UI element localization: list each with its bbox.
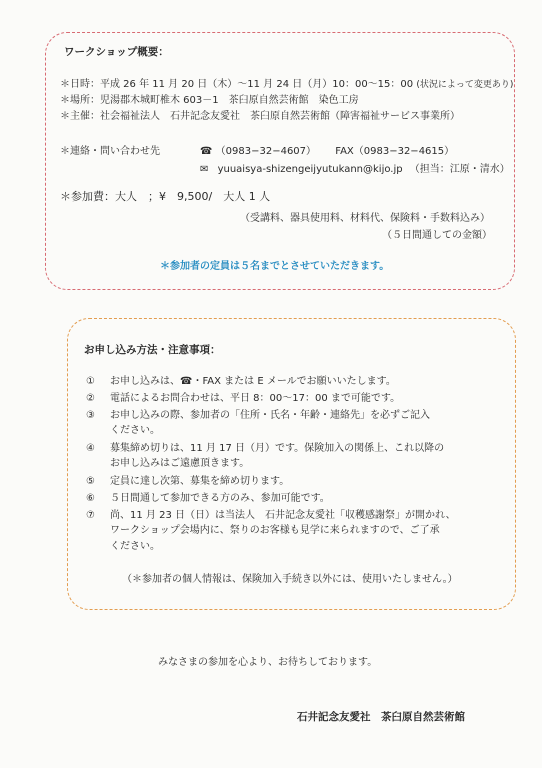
item-number: ⑥ <box>86 493 95 504</box>
fee-includes: （受講料、器具使用料、材料代、保険料・手数料込み） <box>240 213 490 224</box>
item-number: ② <box>86 393 95 404</box>
application-item-line: ５日間通して参加できる方のみ、参加可能です。 <box>110 493 330 504</box>
date-note: (状況によって変更あり) <box>416 80 514 90</box>
signature: 石井記念友愛社 茶臼原自然芸術館 <box>297 711 465 723</box>
application-item-line: 電話によるお問合わせは、平日 8：00〜17：00 まで可能です。 <box>110 393 401 404</box>
fee-days: （５日間通しての金額） <box>382 230 492 241</box>
capacity-note: ＊参加者の定員は５名までとさせていただきます。 <box>160 261 390 272</box>
phone-number: （0983−32−4607） <box>215 146 317 157</box>
workshop-organizer: ＊主催：社会福祉法人 石井記念友愛社 茶臼原自然芸術館（障害福祉サービス事業所） <box>60 111 460 122</box>
item-number: ① <box>86 376 95 387</box>
application-heading: お申し込み方法・注意事項： <box>84 344 221 356</box>
contact-label: ＊連絡・問い合わせ先 <box>60 146 160 157</box>
privacy-note: （＊参加者の個人情報は、保険加入手続き以外には、使用いたしません。） <box>122 574 458 585</box>
item-number: ⑤ <box>86 476 95 487</box>
workshop-place: ＊場所：児湯郡木城町椎木 603－1 茶臼原自然芸術館 染色工房 <box>60 95 359 106</box>
application-item-line: ください。 <box>110 541 160 552</box>
workshop-heading: ワークショップ概要： <box>64 46 169 58</box>
date-text: ＊日時：平成 26 年 11 月 20 日（木）〜11 月 24 日（月）10：00〜15：00 <box>60 79 414 90</box>
application-item-line: ワークショップ会場内に、祭りのお客様も見学に来られますので、ご了承 <box>110 525 440 536</box>
application-item-line: ください。 <box>110 425 160 436</box>
application-item-line: お申し込みはご遠慮頂きます。 <box>110 458 250 469</box>
staff-contact: （担当：江原・清水） <box>409 164 510 175</box>
application-item-line: お申し込みは、☎・FAX または E メールでお願いいたします。 <box>110 376 396 387</box>
item-number: ③ <box>86 410 95 421</box>
fax-number: FAX（0983−32−4615） <box>335 146 455 157</box>
mail-icon: ✉ <box>200 164 209 175</box>
phone-line <box>200 145 454 158</box>
email-address[interactable]: yuuaisya-shizengeijyutukann@kijo.jp <box>217 164 403 175</box>
closing-message: みなさまの参加を心より、お待ちしております。 <box>158 657 378 668</box>
item-number: ⑦ <box>86 510 95 521</box>
application-item-line: お申し込みの際、参加者の「住所・氏名・年齢・連絡先」を必ずご記入 <box>110 410 430 421</box>
application-item-line: 尚、11 月 23 日（日）は当法人 石井記念友愛社「収穫感謝祭」が開かれ、 <box>110 510 456 521</box>
workshop-date <box>60 78 513 92</box>
item-number: ④ <box>86 443 95 454</box>
application-item-line: 定員に達し次第、募集を締め切ります。 <box>110 476 290 487</box>
fee-line: ＊参加費：大人 ；¥ 9,500/ 大人 1 人 <box>60 190 271 203</box>
workshop-overview-box <box>45 32 515 290</box>
email-line <box>200 163 510 176</box>
application-item-line: 募集締め切りは、11 月 17 日（月）です。保険加入の関係上、これ以降の <box>110 443 445 454</box>
phone-icon: ☎ <box>200 146 213 157</box>
